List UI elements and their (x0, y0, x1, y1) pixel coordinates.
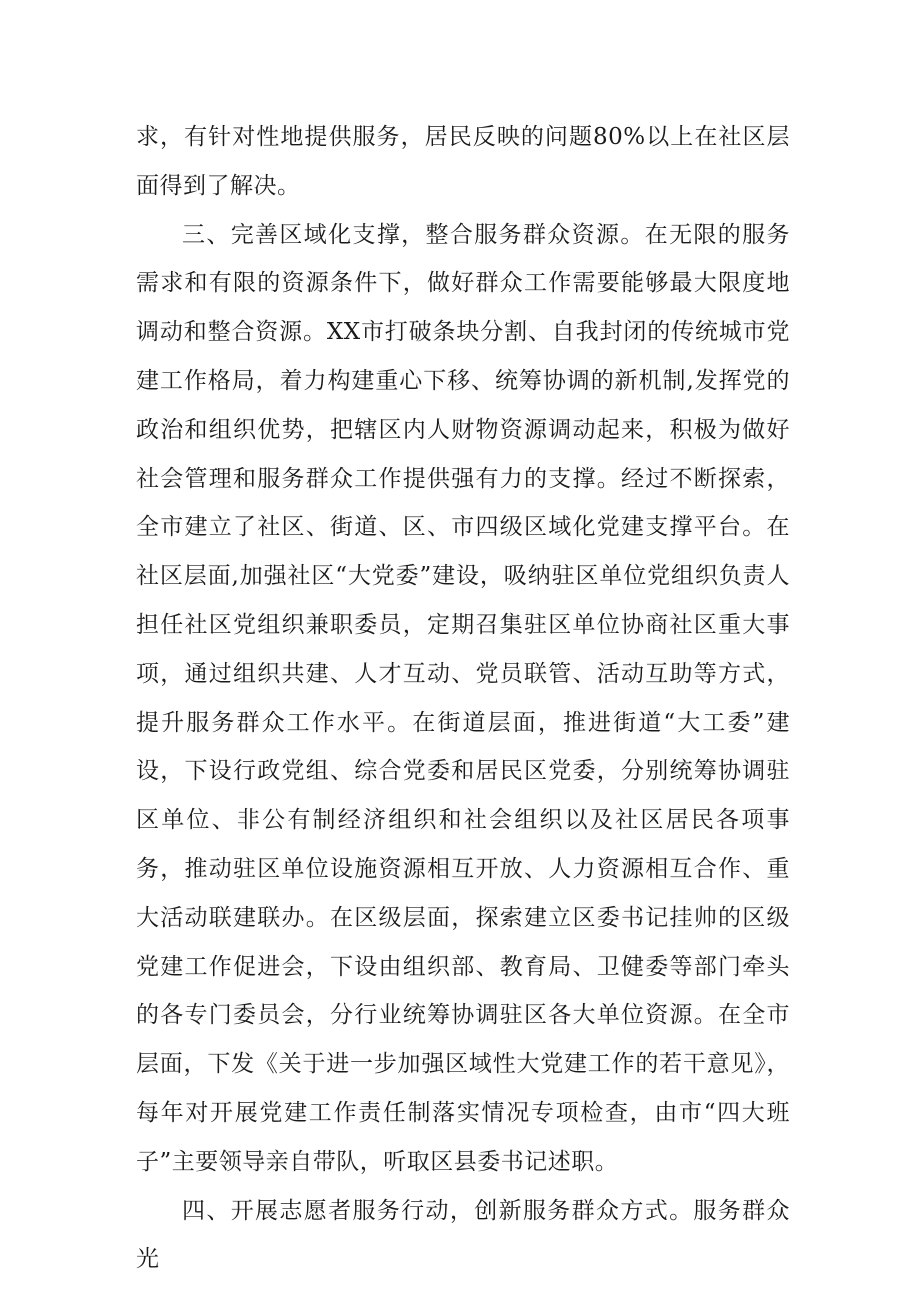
paragraph-section-three: 三、完善区域化支撑，整合服务群众资源。在无限的服务需求和有限的资源条件下，做好群众工作需要能够最大限度地调动和整合资源。XX市打破条块分割、自我封闭的传统城市党建工作格局，着力构建重心下移、统筹协调的新机制,发挥党的政治和组织优势，把辖区内人财物资源调动起来，积极为做好社会管理和服务群众工作提供强有力的支撑。经过不断探索，全市建立了社区、街道、区、市四级区域化党建支撑平台。在社区层面,加强社区“大党委”建设，吸纳驻区单位党组织负责人担任社区党组织兼职委员，定期召集驻区单位协商社区重大事项，通过组织共建、人才互动、党员联管、活动互助等方式，提升服务群众工作水平。在街道层面，推进街道“大工委”建设，下设行政党组、综合党委和居民区党委，分别统筹协调驻区单位、非公有制经济组织和社会组织以及社区居民各项事务，推动驻区单位设施资源相互开放、人力资源相互合作、重大活动联建联办。在区级层面，探索建立区委书记挂帅的区级党建工作促进会，下设由组织部、教育局、卫健委等部门牵头的各专门委员会，分行业统筹协调驻区各大单位资源。在全市层面，下发《关于进一步加强区域性大党建工作的若干意见》，每年对开展党建工作责任制落实情况专项检查，由市“四大班子”主要领导亲自带队，听取区县委书记述职。 (136, 221, 790, 1175)
paragraph-continuation: 求，有针对性地提供服务，居民反映的问题80%以上在社区层面得到了解决。 (136, 124, 790, 199)
document-body (136, 113, 790, 1284)
paragraph-section-four: 四、开展志愿者服务行动，创新服务群众方式。服务群众光 (136, 1197, 790, 1273)
